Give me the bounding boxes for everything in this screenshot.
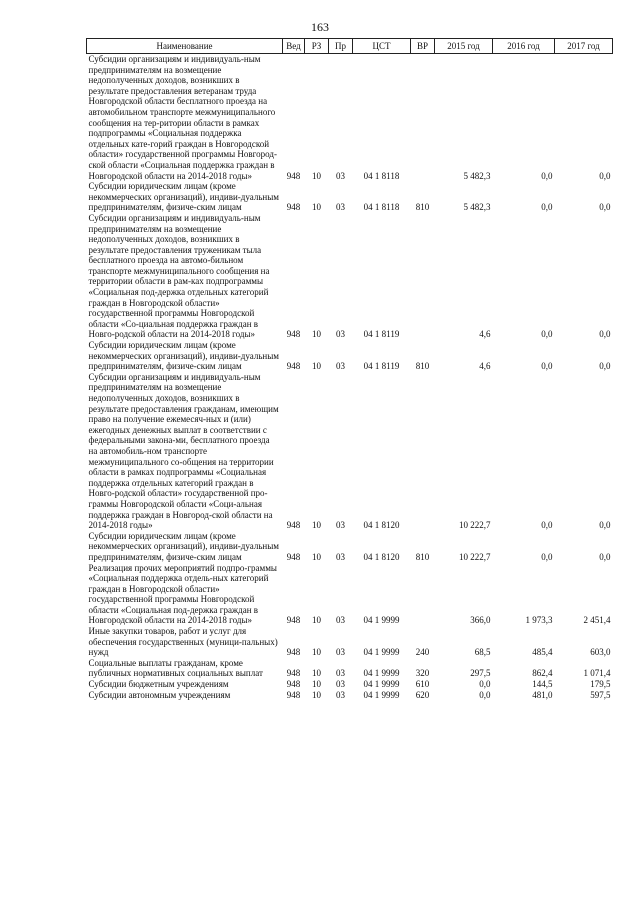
row-cst: 04 1 9999 xyxy=(363,647,400,658)
header-2015: 2015 год xyxy=(435,39,493,54)
row-vr: 320 xyxy=(415,668,430,679)
row-2017: 0,0 xyxy=(599,361,611,372)
row-vr: 240 xyxy=(415,647,430,658)
row-pr: 03 xyxy=(336,202,345,213)
row-cst: 04 1 8118 xyxy=(363,170,400,181)
row-vr: 810 xyxy=(415,202,430,213)
row-2015: 0,0 xyxy=(479,679,491,690)
row-2017: 0,0 xyxy=(599,202,611,213)
header-pr: Пр xyxy=(329,39,353,54)
row-name: Субсидии юридическим лицам (кроме некоммерческих организаций), индиви-дуальным предпринимателям, физиче-ским лицам xyxy=(88,340,279,372)
row-rz: 10 xyxy=(312,551,321,562)
header-name: Наименование xyxy=(87,39,283,54)
row-2015: 68,5 xyxy=(474,647,491,658)
row-2016: 0,0 xyxy=(541,520,553,531)
row-rz: 10 xyxy=(312,361,321,372)
row-2017: 2 451,4 xyxy=(583,615,611,626)
row-2016: 0,0 xyxy=(541,551,553,562)
row-2017: 179,5 xyxy=(590,679,611,690)
table-row xyxy=(87,658,613,679)
row-2017: 597,5 xyxy=(590,689,611,700)
row-pr: 03 xyxy=(336,329,345,340)
table-row xyxy=(87,679,613,690)
table-row xyxy=(87,563,613,627)
row-name: Субсидии юридическим лицам (кроме некоммерческих организаций), индиви-дуальным предпринимателям, физиче-ским лицам xyxy=(88,530,279,562)
row-pr: 03 xyxy=(336,170,345,181)
row-vr: 810 xyxy=(415,361,430,372)
row-cst: 04 1 8118 xyxy=(363,202,400,213)
row-vr: 620 xyxy=(415,689,430,700)
row-vr: 810 xyxy=(415,551,430,562)
row-rz: 10 xyxy=(312,615,321,626)
row-pr: 03 xyxy=(336,647,345,658)
row-2017: 0,0 xyxy=(599,170,611,181)
header-ved: Вед xyxy=(283,39,305,54)
row-name: Социальные выплаты гражданам, кроме публичных нормативных социальных выплат xyxy=(88,657,263,679)
header-vr: ВР xyxy=(411,39,435,54)
row-ved: 948 xyxy=(286,668,301,679)
row-cst: 04 1 8119 xyxy=(363,329,400,340)
header-cst: ЦСТ xyxy=(353,39,411,54)
row-cst: 04 1 8120 xyxy=(363,551,400,562)
row-cst: 04 1 9999 xyxy=(363,668,400,679)
row-name: Субсидии организациям и индивидуаль-ным предпринимателям на возмещение недополученных доходов, возникших в результате предоставления гражданам, имеющим право на получение ежемесяч-ных и (или) ежегодных денежных выплат в соответствии с федеральными закона-ми, бесплатного проезда на автомобиль-ном транспорте межмуниципального со-общения на территории области в рамках подпрограммы «Социальная поддержка отдельных категорий граждан в Новго-родской области» государственной про-граммы Новгородской области «Соци-альная поддержка граждан в Новгород-ской области на 2014-2018 годы» xyxy=(88,371,279,531)
row-rz: 10 xyxy=(312,329,321,340)
row-2016: 144,5 xyxy=(532,679,553,690)
table-header xyxy=(87,39,613,54)
table-row xyxy=(87,213,613,340)
row-vr xyxy=(411,563,435,627)
row-2016: 0,0 xyxy=(541,329,553,340)
row-name: Субсидии бюджетным учреждениям xyxy=(88,679,229,690)
row-2017: 0,0 xyxy=(599,329,611,340)
table-body xyxy=(87,54,613,701)
row-2016: 862,4 xyxy=(532,668,553,679)
row-vr xyxy=(411,54,435,182)
row-2015: 366,0 xyxy=(470,615,491,626)
row-vr: 610 xyxy=(415,679,430,690)
row-name: Субсидии организациям и индивидуаль-ным предпринимателям на возмещение недополученных доходов, возникших в результате предоставления ветеранам труда Новгородской области бесплатного проезда на автомобильном транспорте межмуниципального сообщения на тер-ритории области в рамках подпрограммы «Социальная поддержка отдельных кате-горий граждан в Новгородской области» государственной программы Новгород-ской области «Социальная поддержка граждан в Новгородской области на 2014-2018 годы» xyxy=(88,54,277,181)
row-2015: 0,0 xyxy=(479,689,491,700)
row-2017: 1 071,4 xyxy=(583,668,611,679)
row-ved: 948 xyxy=(286,329,301,340)
table-row xyxy=(87,340,613,372)
row-ved: 948 xyxy=(286,551,301,562)
row-vr xyxy=(411,213,435,340)
row-2016: 1 973,3 xyxy=(525,615,553,626)
row-ved: 948 xyxy=(286,615,301,626)
row-2015: 5 482,3 xyxy=(463,202,491,213)
row-pr: 03 xyxy=(336,361,345,372)
row-name: Реализация прочих мероприятий подпро-граммы «Социальная поддержка отдель-ных категорий граждан в Новгородской области» государственной программы Новгородской области «Социальная под-держка граждан в Новгородской области на 2014-2018 годы» xyxy=(88,562,277,626)
row-pr: 03 xyxy=(336,615,345,626)
table-row xyxy=(87,626,613,658)
budget-table xyxy=(86,38,613,700)
header-2017: 2017 год xyxy=(555,39,613,54)
row-rz: 10 xyxy=(312,668,321,679)
row-2016: 485,4 xyxy=(532,647,553,658)
row-cst: 04 1 9999 xyxy=(363,615,400,626)
row-ved: 948 xyxy=(286,202,301,213)
header-2016: 2016 год xyxy=(493,39,555,54)
row-name: Субсидии автономным учреждениям xyxy=(88,689,231,700)
row-pr: 03 xyxy=(336,689,345,700)
row-rz: 10 xyxy=(312,202,321,213)
row-name: Субсидии юридическим лицам (кроме некоммерческих организаций), индиви-дуальным предпринимателям, физиче-ским лицам xyxy=(88,181,279,213)
table-row xyxy=(87,690,613,701)
row-rz: 10 xyxy=(312,170,321,181)
row-2016: 481,0 xyxy=(532,689,553,700)
row-ved: 948 xyxy=(286,647,301,658)
row-2017: 0,0 xyxy=(599,551,611,562)
row-cst: 04 1 9999 xyxy=(363,679,400,690)
row-pr: 03 xyxy=(336,679,345,690)
row-2017: 603,0 xyxy=(590,647,611,658)
row-rz: 10 xyxy=(312,689,321,700)
row-2015: 10 222,7 xyxy=(459,520,491,531)
row-vr xyxy=(411,372,435,531)
table-row xyxy=(87,372,613,531)
row-2015: 10 222,7 xyxy=(459,551,491,562)
row-name: Субсидии организациям и индивидуаль-ным предпринимателям на возмещение недополученных доходов, возникших в результате предоставления труженикам тыла бесплатного проезда на автомо-бильном транспорте межмуниципального сообщения на территории области в рам-ках подпрограммы «Социальная под-держка отдельных категорий граждан в Новгородской области» государственной программы Новгородской области «Со-циальная поддержка граждан в Новго-родской области на 2014-2018 годы» xyxy=(88,212,270,340)
row-ved: 948 xyxy=(286,520,301,531)
row-2015: 5 482,3 xyxy=(463,170,491,181)
row-2017: 0,0 xyxy=(599,520,611,531)
row-cst: 04 1 8120 xyxy=(363,520,400,531)
table-row xyxy=(87,54,613,182)
row-name: Иные закупки товаров, работ и услуг для обеспечения государственных (муници-пальных) нужд xyxy=(88,626,278,658)
row-2015: 4,6 xyxy=(479,361,491,372)
row-pr: 03 xyxy=(336,551,345,562)
row-ved: 948 xyxy=(286,170,301,181)
row-ved: 948 xyxy=(286,679,301,690)
row-cst: 04 1 8119 xyxy=(363,361,400,372)
row-rz: 10 xyxy=(312,520,321,531)
table-row xyxy=(87,531,613,563)
table-row xyxy=(87,181,613,213)
row-ved: 948 xyxy=(286,361,301,372)
row-2015: 297,5 xyxy=(470,668,491,679)
row-ved: 948 xyxy=(286,689,301,700)
row-pr: 03 xyxy=(336,668,345,679)
row-2016: 0,0 xyxy=(541,361,553,372)
header-rz: РЗ xyxy=(305,39,329,54)
row-pr: 03 xyxy=(336,520,345,531)
row-2016: 0,0 xyxy=(541,170,553,181)
row-rz: 10 xyxy=(312,647,321,658)
row-2016: 0,0 xyxy=(541,202,553,213)
row-2015: 4,6 xyxy=(479,329,491,340)
row-cst: 04 1 9999 xyxy=(363,689,400,700)
page-number: 163 xyxy=(311,20,329,34)
row-rz: 10 xyxy=(312,679,321,690)
